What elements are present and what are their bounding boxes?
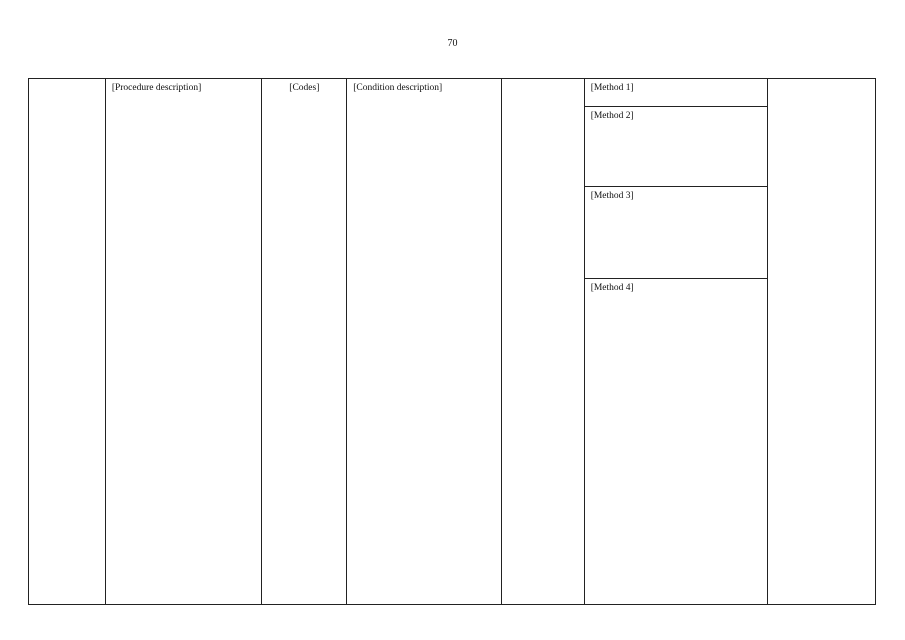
document-table <box>28 78 876 605</box>
table-cell-col7 <box>768 79 875 604</box>
col2-text: [Procedure description] <box>111 83 202 93</box>
col4-text: [Condition description] <box>353 83 443 93</box>
page-number: 70 <box>447 38 458 49</box>
col6-item-2: [Method 2] <box>585 107 768 187</box>
col7-text <box>768 79 875 85</box>
col5-text <box>502 79 584 85</box>
table-cell-col3 <box>262 79 347 604</box>
col3-text: [Codes] <box>289 83 320 93</box>
col6-item-1: [Method 1] <box>585 79 768 107</box>
table-cell-col1 <box>29 79 106 604</box>
col6-item-4: [Method 4] <box>590 283 634 293</box>
table-cell-col5 <box>502 79 585 604</box>
table-cell-col4 <box>347 79 502 604</box>
col1-text <box>29 79 105 85</box>
col6-stack <box>585 79 768 604</box>
table-cell-col2 <box>106 79 263 604</box>
table-cell-col6 <box>585 79 769 604</box>
col6-item-3: [Method 3] <box>585 187 768 279</box>
